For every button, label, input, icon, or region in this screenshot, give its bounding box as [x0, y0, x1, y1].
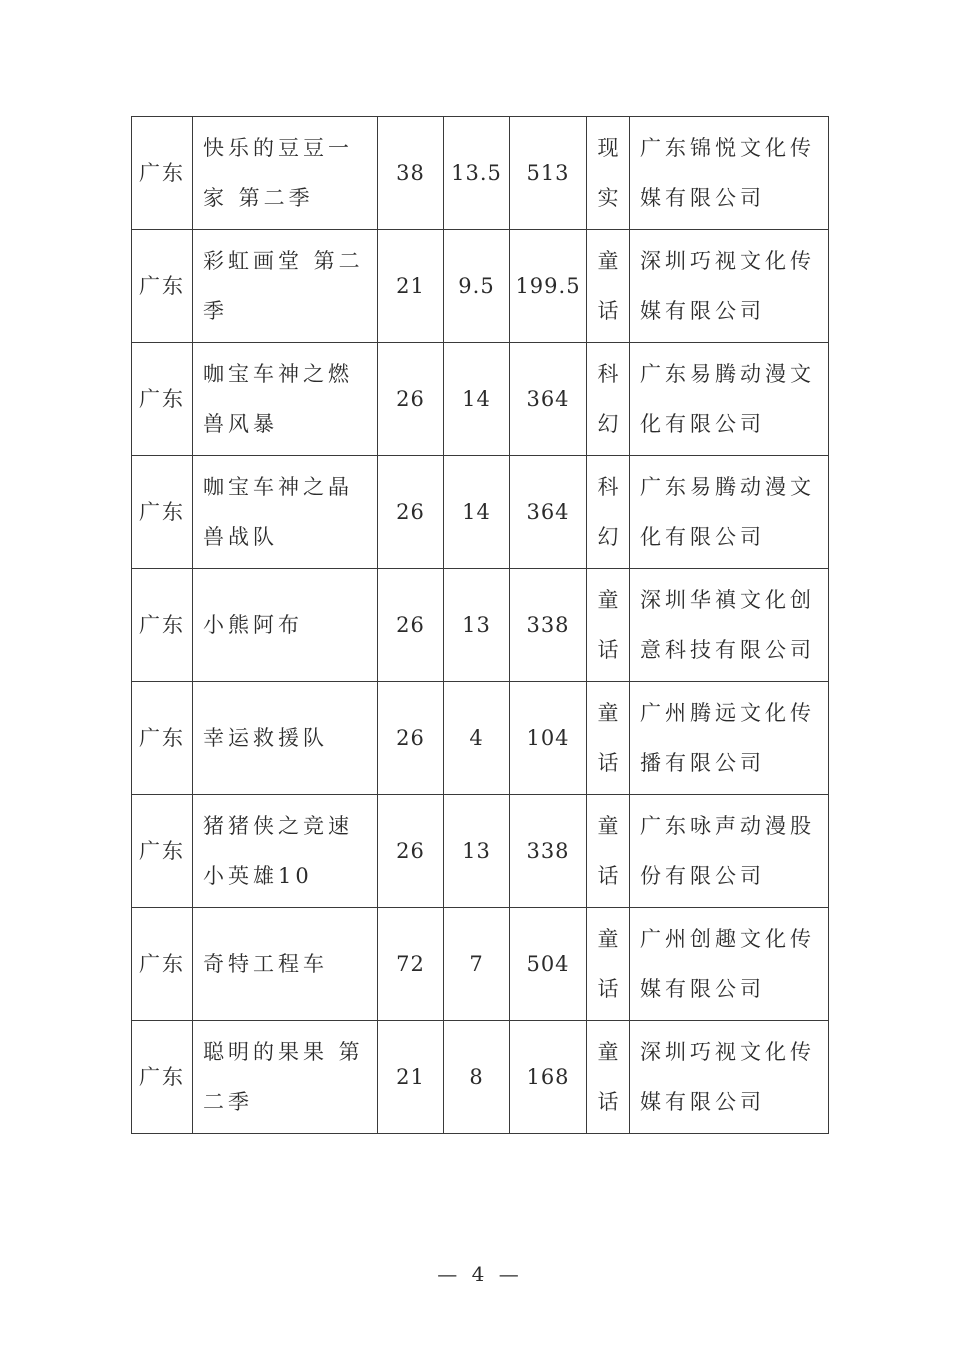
total-cell: 364 [510, 456, 587, 569]
minutes-cell: 4 [444, 682, 510, 795]
total-cell: 364 [510, 343, 587, 456]
title-cell: 咖宝车神之晶兽战队 [193, 456, 378, 569]
table-row [132, 1021, 829, 1134]
minutes-cell: 13 [444, 569, 510, 682]
genre-cell [587, 908, 630, 1021]
episodes-cell: 38 [378, 117, 444, 230]
genre-text: 童话 [597, 249, 619, 323]
minutes-cell: 9.5 [444, 230, 510, 343]
province-cell: 广东 [132, 569, 193, 682]
genre-cell [587, 343, 630, 456]
title-cell: 猪猪侠之竞速小英雄10 [193, 795, 378, 908]
table-row [132, 795, 829, 908]
table-body [132, 117, 829, 1134]
table-row [132, 682, 829, 795]
genre-text: 科幻 [597, 475, 619, 549]
table-row [132, 230, 829, 343]
province-cell: 广东 [132, 230, 193, 343]
genre-text: 童话 [597, 701, 619, 775]
minutes-cell: 14 [444, 456, 510, 569]
episodes-cell: 26 [378, 343, 444, 456]
total-cell: 504 [510, 908, 587, 1021]
genre-text: 童话 [597, 588, 619, 662]
genre-text: 现实 [597, 136, 619, 210]
genre-cell [587, 117, 630, 230]
title-cell: 咖宝车神之燃兽风暴 [193, 343, 378, 456]
title-cell: 小熊阿布 [193, 569, 378, 682]
page-number: — 4 — [437, 1262, 523, 1286]
minutes-cell: 14 [444, 343, 510, 456]
genre-cell [587, 795, 630, 908]
company-cell: 广东咏声动漫股份有限公司 [630, 795, 829, 908]
province-cell: 广东 [132, 456, 193, 569]
province-cell: 广东 [132, 343, 193, 456]
table-row [132, 908, 829, 1021]
total-cell: 168 [510, 1021, 587, 1134]
province-cell: 广东 [132, 1021, 193, 1134]
total-cell: 104 [510, 682, 587, 795]
episodes-cell: 26 [378, 795, 444, 908]
genre-text: 科幻 [597, 362, 619, 436]
company-cell: 广东易腾动漫文化有限公司 [630, 456, 829, 569]
title-cell: 奇特工程车 [193, 908, 378, 1021]
company-cell: 广州创趣文化传媒有限公司 [630, 908, 829, 1021]
total-cell: 338 [510, 569, 587, 682]
genre-cell [587, 230, 630, 343]
genre-cell [587, 1021, 630, 1134]
genre-text: 童话 [597, 814, 619, 888]
episodes-cell: 26 [378, 569, 444, 682]
animation-table [131, 116, 829, 1134]
title-cell: 幸运救援队 [193, 682, 378, 795]
genre-cell [587, 569, 630, 682]
title-cell: 彩虹画堂 第二季 [193, 230, 378, 343]
minutes-cell: 13.5 [444, 117, 510, 230]
episodes-cell: 26 [378, 456, 444, 569]
title-cell: 快乐的豆豆一家 第二季 [193, 117, 378, 230]
genre-text: 童话 [597, 1040, 619, 1114]
province-cell: 广东 [132, 908, 193, 1021]
episodes-cell: 26 [378, 682, 444, 795]
table-row [132, 117, 829, 230]
minutes-cell: 8 [444, 1021, 510, 1134]
minutes-cell: 13 [444, 795, 510, 908]
episodes-cell: 21 [378, 230, 444, 343]
genre-cell [587, 456, 630, 569]
company-cell: 深圳巧视文化传媒有限公司 [630, 230, 829, 343]
total-cell: 199.5 [510, 230, 587, 343]
table-row [132, 456, 829, 569]
total-cell: 338 [510, 795, 587, 908]
table-row [132, 343, 829, 456]
company-cell: 广东锦悦文化传媒有限公司 [630, 117, 829, 230]
company-cell: 深圳华禛文化创意科技有限公司 [630, 569, 829, 682]
genre-cell [587, 682, 630, 795]
company-cell: 深圳巧视文化传媒有限公司 [630, 1021, 829, 1134]
episodes-cell: 21 [378, 1021, 444, 1134]
genre-text: 童话 [597, 927, 619, 1001]
title-cell: 聪明的果果 第二季 [193, 1021, 378, 1134]
province-cell: 广东 [132, 795, 193, 908]
province-cell: 广东 [132, 117, 193, 230]
total-cell: 513 [510, 117, 587, 230]
province-cell: 广东 [132, 682, 193, 795]
episodes-cell: 72 [378, 908, 444, 1021]
table-row [132, 569, 829, 682]
minutes-cell: 7 [444, 908, 510, 1021]
company-cell: 广州腾远文化传播有限公司 [630, 682, 829, 795]
company-cell: 广东易腾动漫文化有限公司 [630, 343, 829, 456]
